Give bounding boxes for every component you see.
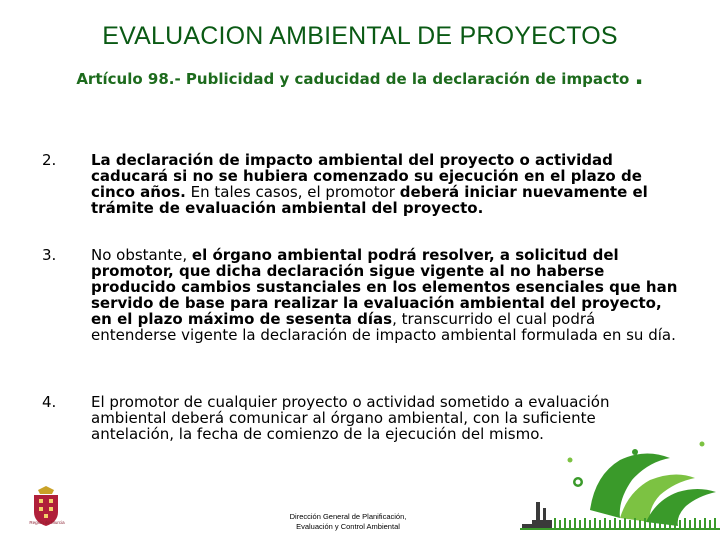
list-item-4 <box>42 394 682 442</box>
item-text <box>91 152 682 216</box>
region-shield-logo <box>24 486 68 536</box>
item-text-part: La declaración de impacto ambiental del proyecto o actividad caducará si no se hubiera comenzado su ejecución en el plazo de cinco años. <box>91 151 642 201</box>
item-text-part: el órgano ambiental podrá resolver, a solicitud del promotor, que dicha declaración sigue vigente al no haberse producido cambios sustanciales en los elementos esenciales que han servido de base para realizar la evaluación ambiental del proyecto, en el plazo máximo de sesenta días <box>91 246 678 328</box>
subtitle-text: Artículo 98.- Publicidad y caducidad de la declaración de impacto <box>76 70 630 88</box>
green-landscape-decoration <box>470 440 720 540</box>
item-text-part: El promotor de cualquier proyecto o actividad sometido a evaluación ambiental deberá comunicar al órgano ambiental, con la suficiente antelación, la fecha de comienzo de la ejecución del mismo. <box>91 393 610 443</box>
list-item-2 <box>42 152 682 216</box>
logo-caption: Región de Murcia <box>29 520 65 525</box>
item-text <box>91 394 682 442</box>
footer-line-2: Evaluación y Control Ambiental <box>296 522 400 531</box>
item-text-part: deberá iniciar nuevamente el trámite de evaluación ambiental del proyecto. <box>91 183 648 217</box>
item-number: 2. <box>42 151 57 169</box>
footer-line-1: Dirección General de Planificación, <box>289 512 407 521</box>
item-text-part: No obstante, <box>91 246 192 264</box>
slide-subtitle <box>0 62 720 90</box>
item-text-part: En tales casos, el promotor <box>185 183 400 201</box>
list-item-3 <box>42 247 682 343</box>
item-text <box>91 247 682 343</box>
item-text-part: , transcurrido el cual podrá entenderse vigente la declaración de impacto ambiental formulada en su día. <box>91 310 676 344</box>
subtitle-end: . <box>634 62 644 90</box>
slide-title: EVALUACION AMBIENTAL DE PROYECTOS <box>102 22 618 50</box>
item-number: 4. <box>42 393 57 411</box>
item-number: 3. <box>42 246 57 264</box>
footer-department <box>268 512 428 532</box>
